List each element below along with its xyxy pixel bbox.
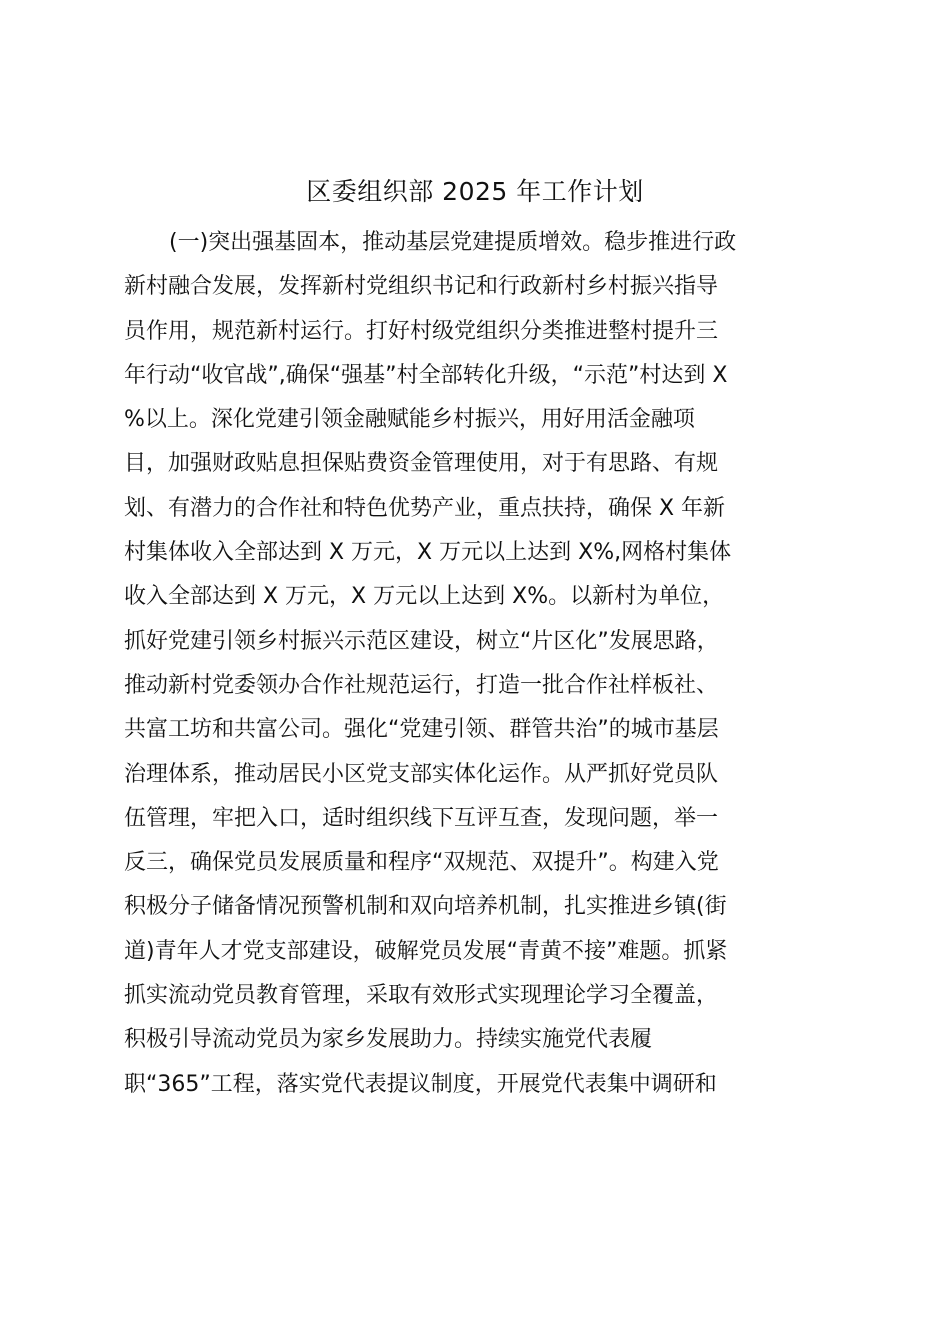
paragraph-line: 职“365”工程，落实党代表提议制度，开展党代表集中调研和 [124,1071,717,1097]
paragraph-line: 治理体系，推动居民小区党支部实体化运作。从严抓好党员队 [124,761,719,787]
paragraph-line: 积极分子储备情况预警机制和双向培养机制，扎实推进乡镇(街 [124,894,727,920]
paragraph-line: 目，加强财政贴息担保贴费资金管理使用，对于有思路、有规 [124,451,719,477]
paragraph-line: 年行动“收官战”,确保“强基”村全部转化升级，“示范”村达到 X [124,362,728,388]
paragraph-line: 村集体收入全部达到 X 万元，X 万元以上达到 X%,网格村集体 [124,540,732,566]
paragraph-line: 新村融合发展，发挥新村党组织书记和行政新村乡村振兴指导 [124,274,719,300]
document-title: 区委组织部 2025 年工作计划 [306,177,644,206]
paragraph-line: 共富工坊和共富公司。强化“党建引领、群管共治”的城市基层 [124,717,719,743]
paragraph-line: 员作用，规范新村运行。打好村级党组织分类推进整村提升三 [124,318,719,344]
paragraph-line: 抓实流动党员教育管理，采取有效形式实现理论学习全覆盖， [124,983,719,1009]
paragraph-line: 收入全部达到 X 万元，X 万元以上达到 X%。以新村为单位， [124,584,725,610]
paragraph-line: 积极引导流动党员为家乡发展助力。持续实施党代表履 [124,1027,653,1053]
body-paragraph [124,221,844,1107]
paragraph-line: 伍管理，牢把入口，适时组织线下互评互查，发现问题，举一 [124,805,719,831]
paragraph-line: 推动新村党委领办合作社规范运行，打造一批合作社样板社、 [124,672,719,698]
paragraph-line: 划、有潜力的合作社和特色优势产业，重点扶持，确保 X 年新 [124,495,726,521]
paragraph-line: %以上。深化党建引领金融赋能乡村振兴，用好用活金融项 [124,407,695,433]
paragraph-line: 抓好党建引领乡村振兴示范区建设，树立“片区化”发展思路， [124,628,719,654]
paragraph-line: (一)突出强基固本，推动基层党建提质增效。稳步推进行政 [169,230,737,255]
paragraph-line: 道)青年人才党支部建设，破解党员发展“青黄不接”难题。抓紧 [124,938,728,964]
paragraph-line: 反三，确保党员发展质量和程序“双规范、双提升”。构建入党 [124,850,719,876]
